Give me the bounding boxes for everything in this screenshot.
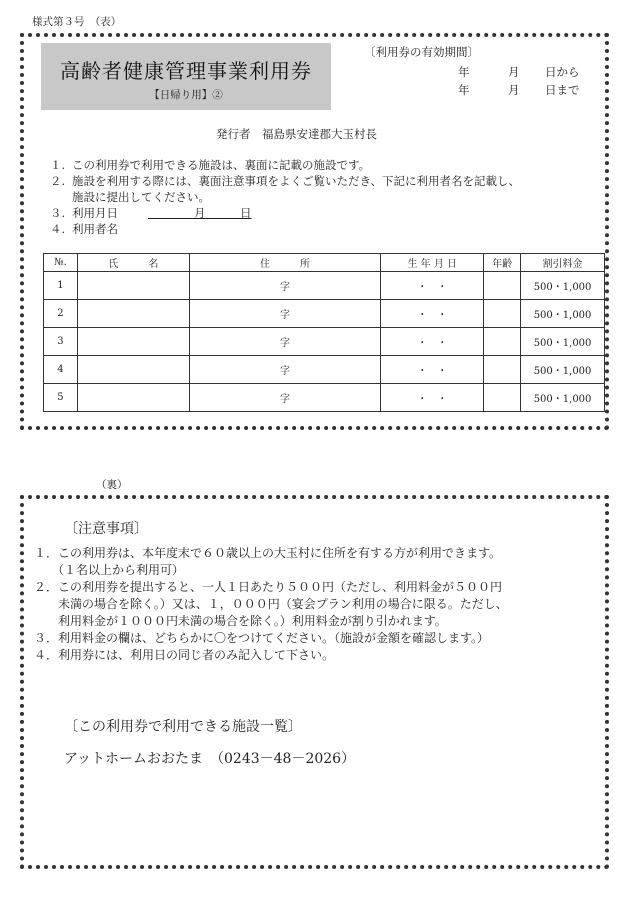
table-header-row: [44, 254, 605, 272]
fee-cell[interactable]: 500・1,000: [521, 384, 605, 412]
note-line: 利用料金が１０００円未満の場合を除く。）利用料金が割り引かれます。: [34, 614, 447, 628]
age-cell[interactable]: [484, 272, 521, 300]
fee-cell[interactable]: 500・1,000: [521, 300, 605, 328]
name-cell[interactable]: [77, 356, 189, 384]
form-id: 様式第３号 （表）: [32, 16, 122, 28]
fee-cell[interactable]: 500・1,000: [521, 272, 605, 300]
name-cell[interactable]: [77, 328, 189, 356]
age-cell[interactable]: [484, 384, 521, 412]
address-cell[interactable]: 字: [189, 328, 381, 356]
validity-to-year: 年: [458, 83, 470, 97]
table-row: [44, 300, 605, 328]
table-row: [44, 328, 605, 356]
note-line: ４．利用券には、利用日の同じ者のみ記入して下さい。: [34, 648, 335, 662]
age-cell[interactable]: [484, 356, 521, 384]
name-cell[interactable]: [77, 300, 189, 328]
address-cell[interactable]: 字: [189, 300, 381, 328]
instruction-text: この利用券で利用できる施設は、裏面に記載の施設です。: [72, 158, 371, 172]
row-no: 3: [44, 328, 78, 356]
header-name: 氏 名: [77, 254, 189, 272]
row-no: 1: [44, 272, 78, 300]
instruction-item: [50, 205, 520, 221]
instruction-text: 利用月日: [72, 206, 118, 220]
user-table: [43, 253, 605, 412]
row-no: 5: [44, 384, 78, 412]
notes-list: [34, 545, 508, 664]
notes-heading: 〔注意事項〕: [64, 521, 148, 537]
instruction-item: [50, 221, 520, 237]
facility-entry: アットホームおおたま （0243－48－2026）: [64, 751, 356, 767]
instruction-item: [50, 173, 520, 189]
instruction-text: 利用者名: [72, 222, 118, 236]
back-label: （裏）: [96, 479, 128, 491]
address-cell[interactable]: 字: [189, 384, 381, 412]
validity-from-day: 日から: [545, 65, 580, 79]
table-row: [44, 384, 605, 412]
instruction-num: ３.: [50, 206, 66, 220]
issuer: 発行者 福島県安達郡大玉村長: [216, 127, 377, 141]
dob-cell[interactable]: ・ ・: [381, 328, 484, 356]
dob-cell[interactable]: ・ ・: [381, 272, 484, 300]
instruction-text: 施設に提出してください。: [72, 190, 210, 204]
instruction-item: [50, 157, 520, 173]
header-no: №.: [44, 254, 78, 272]
instruction-item: [50, 189, 520, 205]
note-line: 未満の場合を除く。）又は、１，０００円（宴会プラン利用の場合に限る。ただし、: [34, 597, 508, 611]
facilities-heading: 〔この利用券で利用できる施設一覧〕: [64, 719, 302, 735]
ticket-title: 高齢者健康管理事業利用券: [60, 59, 312, 83]
ticket-subtitle: 【日帰り用】②: [149, 89, 223, 101]
name-cell[interactable]: [77, 272, 189, 300]
usage-day: 日: [240, 206, 252, 220]
note-line: ２．この利用券を提出すると、一人１日あたり５００円（ただし、利用料金が５００円: [34, 580, 503, 594]
header-fee: 割引料金: [521, 254, 605, 272]
validity-from-month: 月: [508, 65, 520, 79]
header-address: 住 所: [189, 254, 381, 272]
note-line: （１名以上から利用可）: [34, 563, 185, 577]
validity-to-day: 日まで: [545, 83, 580, 97]
table-row: [44, 356, 605, 384]
age-cell[interactable]: [484, 328, 521, 356]
instruction-text: 施設を利用する際には、裏面注意事項をよくご覧いただき、下記に利用者名を記載し、: [72, 174, 521, 188]
address-cell[interactable]: 字: [189, 272, 381, 300]
table-row: [44, 272, 605, 300]
title-box: [41, 43, 331, 110]
header-dob: 生 年 月 日: [381, 254, 484, 272]
instruction-list: [50, 157, 520, 237]
dob-cell[interactable]: ・ ・: [381, 356, 484, 384]
validity-label: 〔利用券の有効期間〕: [364, 45, 479, 59]
age-cell[interactable]: [484, 300, 521, 328]
row-no: 4: [44, 356, 78, 384]
address-cell[interactable]: 字: [189, 356, 381, 384]
row-no: 2: [44, 300, 78, 328]
fee-cell[interactable]: 500・1,000: [521, 328, 605, 356]
instruction-num: ２.: [50, 174, 66, 188]
name-cell[interactable]: [77, 384, 189, 412]
note-line: ３．利用料金の欄は、どちらかに〇をつけてください。（施設が金額を確認します。）: [34, 631, 490, 645]
instruction-num: ４.: [50, 222, 66, 236]
validity-to-month: 月: [508, 83, 520, 97]
usage-date-field[interactable]: [148, 206, 252, 220]
validity-from-year: 年: [458, 65, 470, 79]
fee-cell[interactable]: 500・1,000: [521, 356, 605, 384]
dob-cell[interactable]: ・ ・: [381, 384, 484, 412]
usage-month: 月: [194, 206, 206, 220]
dob-cell[interactable]: ・ ・: [381, 300, 484, 328]
instruction-num: １.: [50, 158, 66, 172]
note-line: １．この利用券は、本年度末で６０歳以上の大玉村に住所を有する方が利用できます。: [34, 546, 502, 560]
header-age: 年齢: [484, 254, 521, 272]
